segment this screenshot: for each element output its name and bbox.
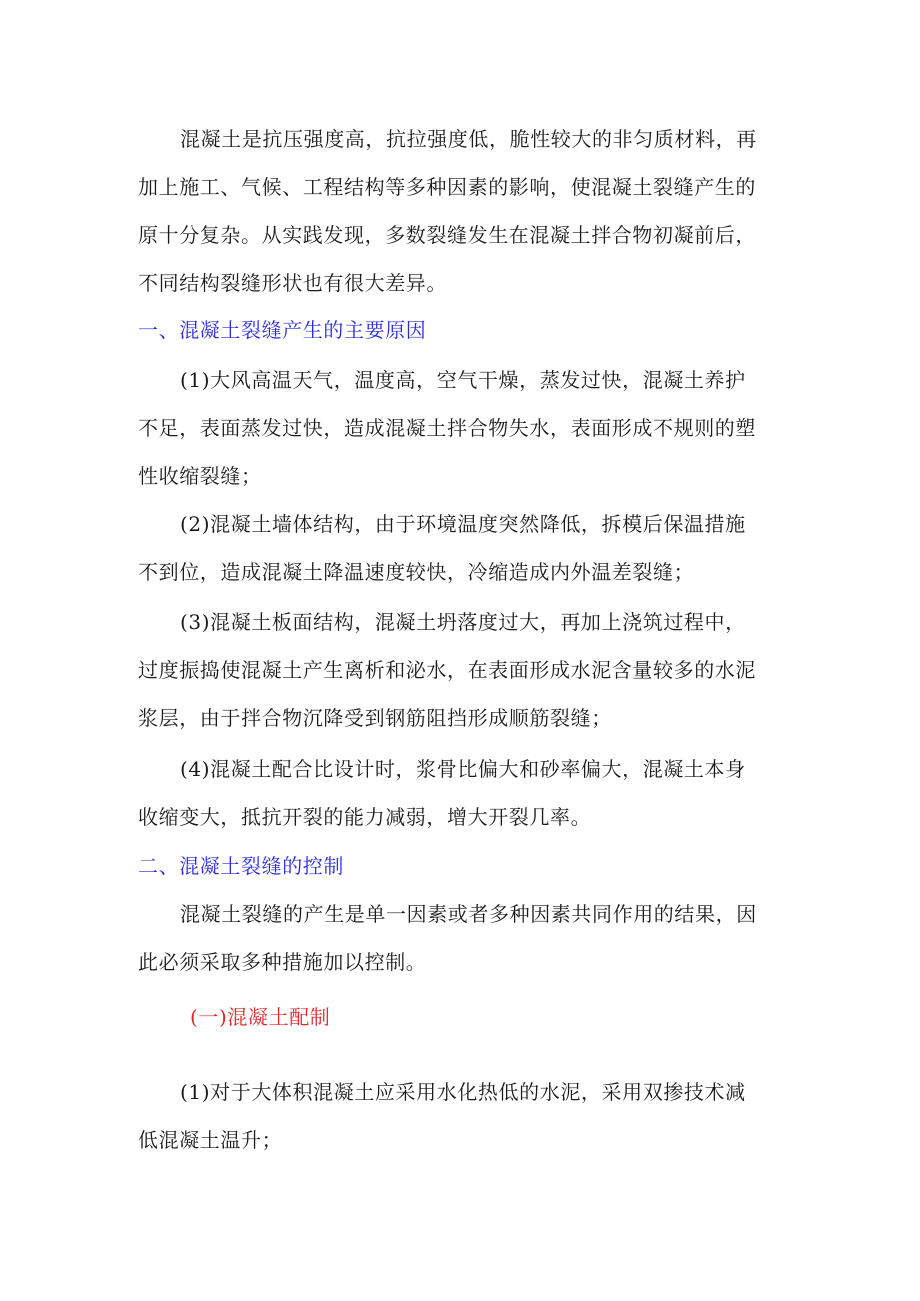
cause-paragraph-3 [138,598,788,742]
intro-paragraph [138,115,788,307]
text-line: (4)混凝土配合比设计时，浆骨比偏大和砂率偏大，混凝土本身 [180,757,746,781]
text-line: (1)对于大体积混凝土应采用水化热低的水泥，采用双掺技术减 [180,1080,746,1104]
control-intro-paragraph [138,890,788,986]
text-line: 混凝土是抗压强度高，抗拉强度低，脆性较大的非匀质材料，再 [180,127,757,151]
text-line: 混凝土裂缝的产生是单一因素或者多种因素共同作用的结果，因 [180,902,757,926]
text-line: 低混凝土温升； [138,1128,283,1152]
text-line: 过度振捣使混凝土产生离析和泌水，在表面形成水泥含量较多的水泥 [138,658,756,682]
cause-paragraph-2 [138,500,788,596]
section-heading-causes: 一、混凝土裂缝产生的主要原因 [138,318,427,342]
cause-paragraph-1 [138,356,788,500]
text-line: (2)混凝土墙体结构，由于环境温度突然降低，拆模后保温措施 [180,512,746,536]
text-line: 收缩变大，抵抗开裂的能力减弱，增大开裂几率。 [138,805,592,829]
text-line: 性收缩裂缝； [138,464,262,488]
text-line: 加上施工、气候、工程结构等多种因素的影响，使混凝土裂缝产生的 [138,175,756,199]
text-line: 不到位，造成混凝土降温速度较快，冷缩造成内外温差裂缝； [138,560,695,584]
cause-paragraph-4 [138,745,788,841]
text-line: 不足，表面蒸发过快，造成混凝土拌合物失水，表面形成不规则的塑 [138,416,756,440]
text-line: 此必须采取多种措施加以控制。 [138,950,427,974]
text-line: 原十分复杂。从实践发现，多数裂缝发生在混凝土拌合物初凝前后， [138,223,756,247]
text-line: (1)大风高温天气，温度高，空气干燥，蒸发过快，混凝土养护 [180,368,746,392]
measure-paragraph-1 [138,1068,788,1164]
text-line: 浆层，由于拌合物沉降受到钢筋阻挡形成顺筋裂缝； [138,706,612,730]
section-heading-control: 二、混凝土裂缝的控制 [138,854,344,878]
text-line: 不同结构裂缝形状也有很大差异。 [138,271,447,295]
subsection-heading-mix: (一)混凝土配制 [190,1005,331,1029]
text-line: (3)混凝土板面结构，混凝土坍落度过大，再加上浇筑过程中， [180,610,746,634]
